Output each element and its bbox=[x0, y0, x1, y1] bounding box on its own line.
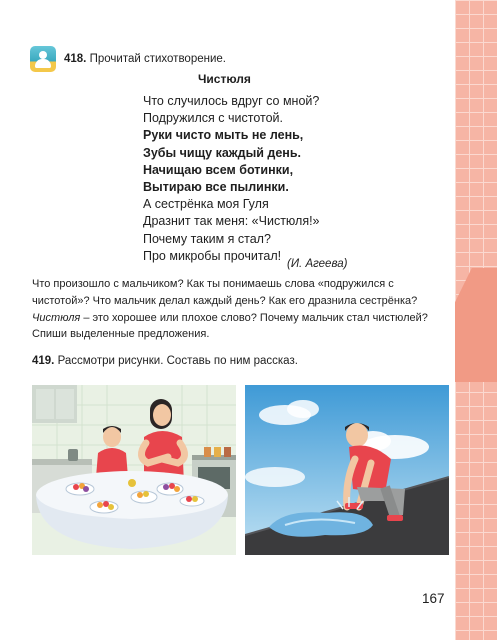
poem-author: (И. Агеева) bbox=[287, 258, 348, 270]
poem-line: Подружился с чистотой. bbox=[143, 111, 284, 126]
poem-line: Дразнит так меня: «Чистюля!» bbox=[143, 214, 320, 229]
task-418-number: 418. bbox=[64, 53, 87, 65]
poem-line: Про микробы прочитал! bbox=[143, 248, 282, 263]
poem-line: А сестрёнка моя Гуля bbox=[143, 197, 269, 212]
poem-title: Чистюля bbox=[198, 72, 251, 86]
poem-line: Зубы чищу каждый день. bbox=[143, 145, 301, 160]
question-line: Чистюля – это хорошее или плохое слово? Почему мальчик стал чистюлей? bbox=[32, 311, 428, 324]
question-line: Спиши выделенные предложения. bbox=[32, 328, 210, 341]
poem-body bbox=[143, 93, 320, 265]
poem-line: Почему таким я стал? bbox=[143, 231, 271, 246]
highlighted-word: Чистюля bbox=[32, 311, 81, 324]
question-line: чистотой»? Что мальчик делал каждый день? Как его дразнила сестрёнка? bbox=[32, 294, 418, 307]
task-419-number: 419. bbox=[32, 355, 55, 367]
questions-paragraph bbox=[32, 276, 448, 343]
read-task-icon bbox=[30, 46, 56, 72]
poem-line: Начищаю всем ботинки, bbox=[143, 162, 294, 177]
task-418-instruction: Прочитай стихотворение. bbox=[89, 53, 226, 65]
question-line: Что произошло с мальчиком? Как ты понимаешь слова «подружился с bbox=[32, 278, 394, 290]
poem-line: Вытираю все пылинки. bbox=[143, 180, 289, 195]
kitchen-table-illustration bbox=[32, 385, 236, 555]
boy-washing-hands-illustration bbox=[245, 385, 449, 555]
task-419-instruction: Рассмотри рисунки. Составь по ним рассказ. bbox=[57, 355, 298, 367]
task-418 bbox=[64, 52, 226, 66]
task-419 bbox=[32, 354, 298, 368]
poem-line: Что случилось вдруг со мной? bbox=[143, 94, 320, 108]
poem-line: Руки чисто мыть не лень, bbox=[143, 128, 304, 143]
page-number: 167 bbox=[422, 591, 445, 606]
